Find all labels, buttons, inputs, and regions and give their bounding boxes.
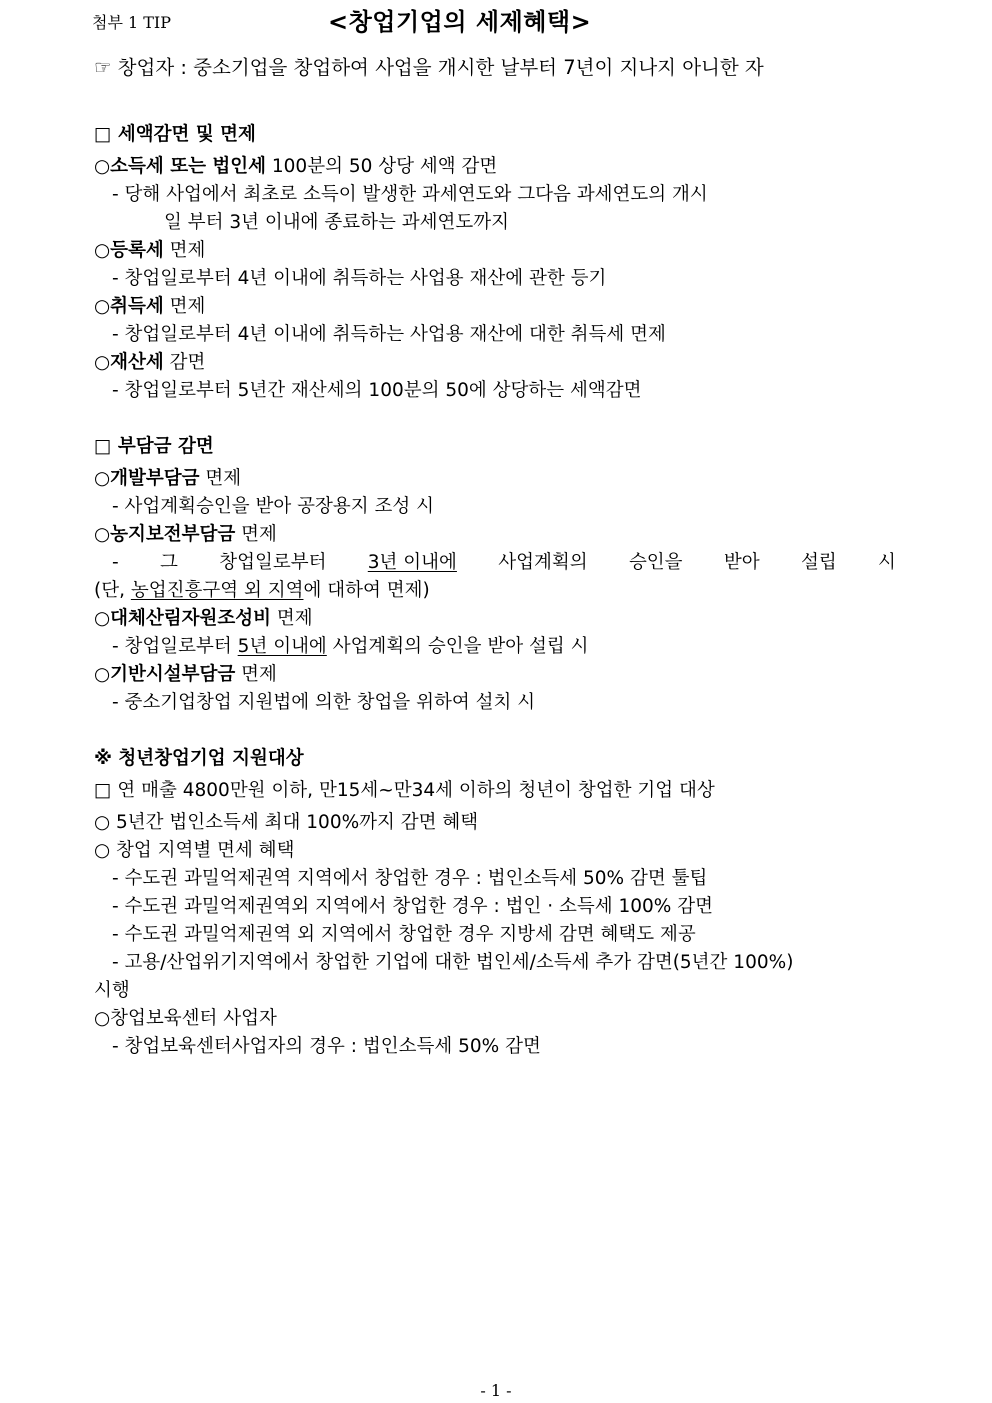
item-forest-charge-detail: - 창업일로부터 5년 이내에 사업계획의 승인을 받아 설립 시	[112, 636, 589, 657]
item-forest-charge: ○대체산림자원조성비 면제	[94, 608, 313, 629]
youth-region-2: - 수도권 과밀억제권역외 지역에서 창업한 경우 : 법인 · 소득세 100% 감면	[112, 896, 714, 917]
item-acquisition-tax: ○취득세 면제	[94, 296, 206, 317]
item-development-charge: ○개발부담금 면제	[94, 468, 242, 489]
item-income-tax-detail-cont: 일 부터 3년 이내에 종료하는 과세연도까지	[164, 212, 509, 233]
section-youth-startup-heading: ※ 청년창업기업 지원대상	[94, 748, 304, 769]
youth-incubator: ○창업보육센터 사업자	[94, 1008, 277, 1029]
youth-region-3: - 수도권 과밀억제권역 외 지역에서 창업한 경우 지방세 감면 혜택도 제공	[112, 924, 696, 945]
item-infra-charge-detail: - 중소기업창업 지원법에 의한 창업을 위하여 설치 시	[112, 692, 536, 713]
item-farmland-charge-detail: - 그 창업일로부터 3년 이내에 사업계획의 승인을 받아 설립 시	[112, 552, 896, 573]
item-income-tax: ○소득세 또는 법인세 100분의 50 상당 세액 감면	[94, 156, 498, 177]
item-farmland-charge: ○농지보전부담금 면제	[94, 524, 277, 545]
attachment-label: 첨부 1 TIP	[92, 13, 172, 32]
item-property-tax-detail: - 창업일로부터 5년간 재산세의 100분의 50에 상당하는 세액감면	[112, 380, 642, 401]
item-farmland-charge-note: (단, 농업진흥구역 외 지역에 대하여 면제)	[94, 580, 430, 601]
founder-definition: ☞ 창업자 : 중소기업을 창업하여 사업을 개시한 날부터 7년이 지나지 아니한 자	[94, 56, 764, 79]
youth-region: ○ 창업 지역별 면세 혜택	[94, 840, 295, 861]
youth-region-4: - 고용/산업위기지역에서 창업한 기업에 대한 법인세/소득세 추가 감면(5년간 100%)	[112, 952, 794, 973]
item-income-tax-detail: - 당해 사업에서 최초로 소득이 발생한 과세연도와 그다음 과세연도의 개시	[112, 184, 708, 205]
item-development-charge-detail: - 사업계획승인을 받아 공장용지 조성 시	[112, 496, 435, 517]
youth-target: □ 연 매출 4800만원 이하, 만15세~만34세 이하의 청년이 창업한 기업 대상	[94, 780, 715, 801]
youth-region-4-cont: 시행	[94, 980, 130, 1001]
document-title: <창업기업의 세제혜택>	[328, 8, 592, 36]
section-tax-reduction-heading: □ 세액감면 및 면제	[94, 124, 256, 145]
item-registration-tax: ○등록세 면제	[94, 240, 206, 261]
section-charge-reduction-heading: □ 부담금 감면	[94, 436, 214, 457]
youth-corp-tax: ○ 5년간 법인소득세 최대 100%까지 감면 혜택	[94, 812, 479, 833]
youth-incubator-detail: - 창업보육센터사업자의 경우 : 법인소득세 50% 감면	[112, 1036, 541, 1057]
item-property-tax: ○재산세 감면	[94, 352, 206, 373]
document-header	[92, 2, 912, 34]
item-infra-charge: ○기반시설부담금 면제	[94, 664, 277, 685]
item-income-tax-title: 소득세 또는 법인세	[110, 156, 267, 177]
item-acquisition-tax-detail: - 창업일로부터 4년 이내에 취득하는 사업용 재산에 대한 취득세 면제	[112, 324, 666, 345]
page-number: - 1 -	[480, 1381, 512, 1400]
item-registration-tax-detail: - 창업일로부터 4년 이내에 취득하는 사업용 재산에 관한 등기	[112, 268, 607, 289]
youth-region-1: - 수도권 과밀억제권역 지역에서 창업한 경우 : 법인소득세 50% 감면 툴팁	[112, 868, 708, 889]
